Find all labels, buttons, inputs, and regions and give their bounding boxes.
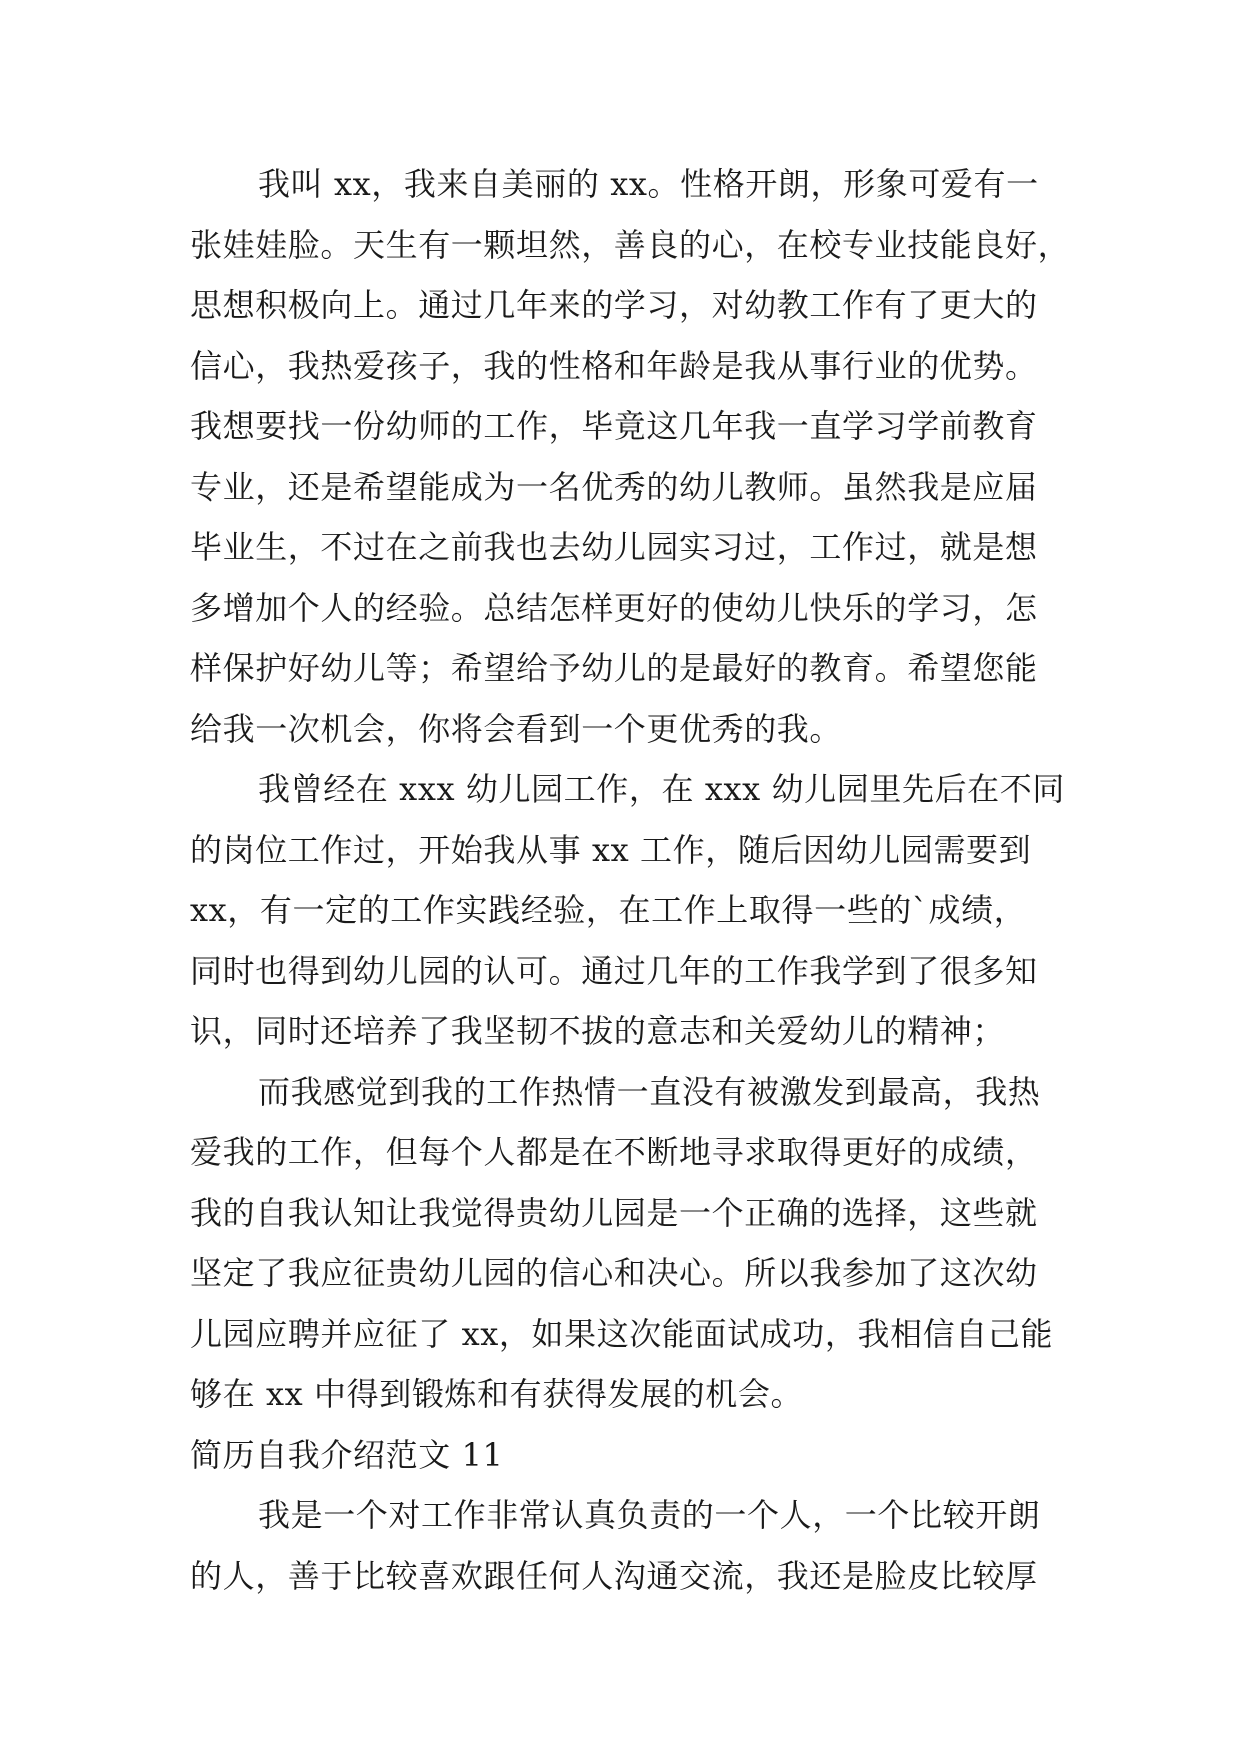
text-line: 同时也得到幼儿园的认可。通过几年的工作我学到了很多知 — [190, 951, 1038, 990]
text-line: 儿园应聘并应征了 xx，如果这次能面试成功，我相信自己能 — [190, 1314, 1054, 1353]
text-line: 多增加个人的经验。总结怎样更好的使幼儿快乐的学习，怎 — [190, 588, 1038, 627]
text-line: 识，同时还培养了我坚韧不拔的意志和关爱幼儿的精神； — [190, 1012, 1006, 1050]
text-line: 而我感觉到我的工作热情一直没有被激发到最高，我热 — [258, 1072, 1041, 1111]
section-heading: 简历自我介绍范文 11 — [190, 1435, 504, 1474]
text-line: 思想积极向上。通过几年来的学习，对幼教工作有了更大的 — [190, 286, 1038, 324]
text-line: 爱我的工作，但每个人都是在不断地寻求取得更好的成绩， — [190, 1133, 1038, 1171]
text-line: 的岗位工作过，开始我从事 xx 工作，随后因幼儿园需要到 — [190, 830, 1032, 869]
text-line: 我的自我认知让我觉得贵幼儿园是一个正确的选择，这些就 — [190, 1193, 1038, 1232]
text-line: 我叫 xx，我来自美丽的 xx。性格开朗，形象可爱有一 — [258, 165, 1039, 203]
text-line: 我曾经在 xxx 幼儿园工作，在 xxx 幼儿园里先后在不同 — [258, 770, 1065, 808]
text-line: 信心，我热爱孩子，我的性格和年龄是我从事行业的优势。 — [190, 346, 1038, 385]
text-line: 的人，善于比较喜欢跟任何人沟通交流，我还是脸皮比较厚 — [190, 1556, 1038, 1595]
text-line: xx，有一定的工作实践经验，在工作上取得一些的`成绩， — [190, 891, 1027, 929]
text-line: 样保护好幼儿等；希望给予幼儿的是最好的教育。希望您能 — [190, 649, 1038, 687]
document-body — [190, 154, 1071, 1606]
text-line: 我是一个对工作非常认真负责的一个人，一个比较开朗 — [258, 1496, 1041, 1534]
text-line: 毕业生，不过在之前我也去幼儿园实习过，工作过，就是想 — [190, 528, 1038, 566]
text-line: 专业，还是希望能成为一名优秀的幼儿教师。虽然我是应届 — [190, 467, 1038, 506]
text-line: 够在 xx 中得到锻炼和有获得发展的机会。 — [190, 1375, 804, 1413]
text-line: 坚定了我应征贵幼儿园的信心和决心。所以我参加了这次幼 — [190, 1254, 1038, 1292]
text-line: 张娃娃脸。天生有一颗坦然，善良的心，在校专业技能良好， — [190, 225, 1071, 264]
text-line: 我想要找一份幼师的工作，毕竟这几年我一直学习学前教育 — [190, 407, 1038, 445]
text-line: 给我一次机会，你将会看到一个更优秀的我。 — [190, 709, 843, 748]
